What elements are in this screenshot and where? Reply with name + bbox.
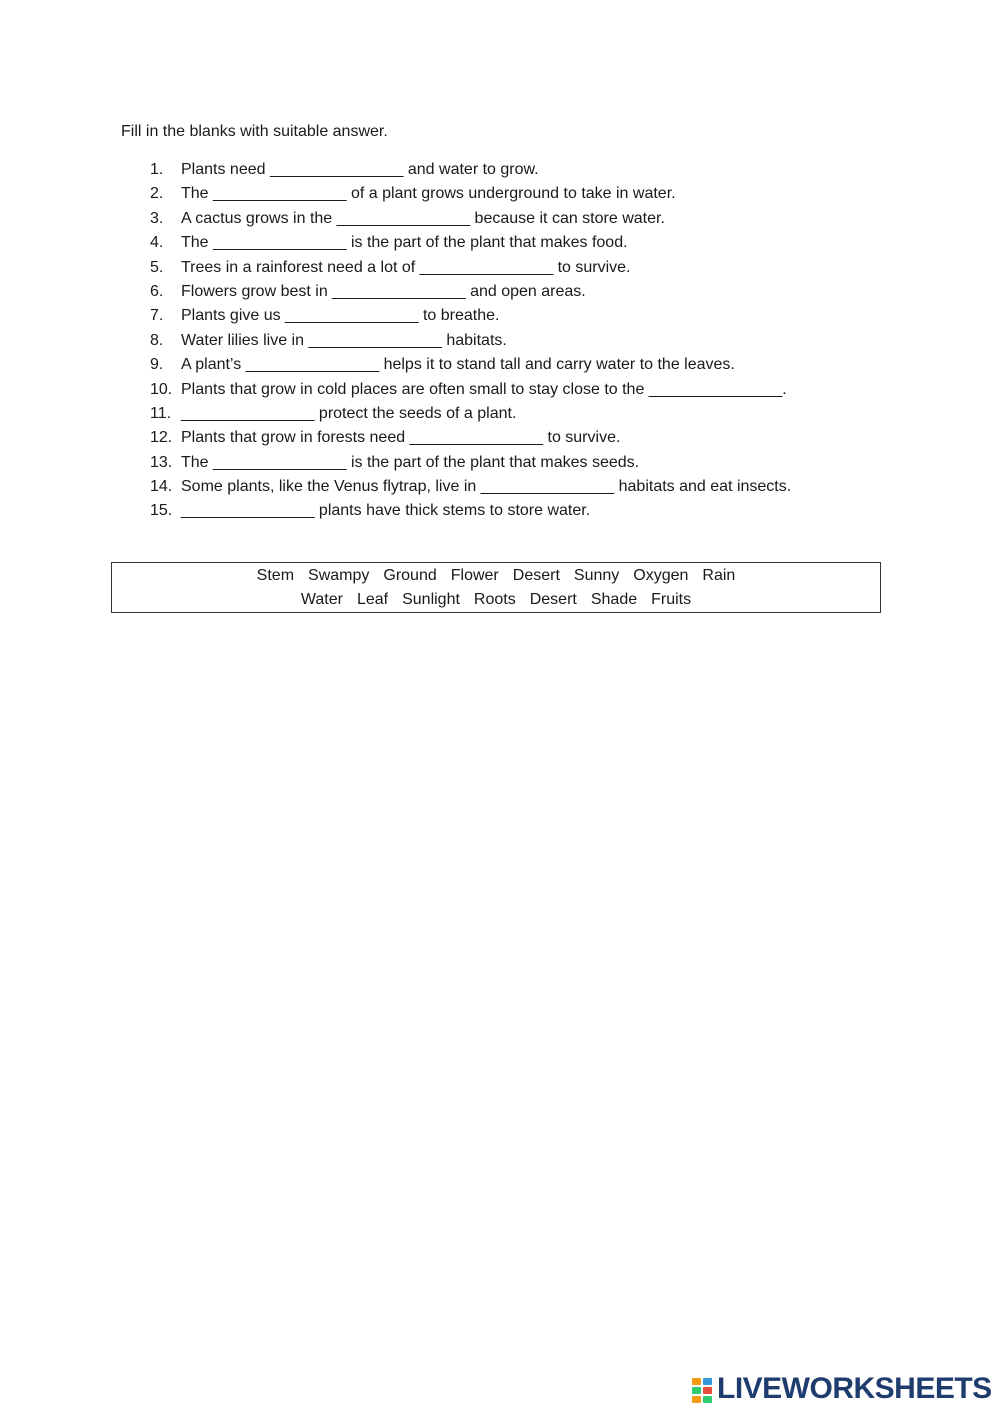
list-item [150, 404, 791, 428]
question-text: Plants give us _______________ to breathe. [181, 307, 500, 325]
word-bank-word: Water [300, 591, 343, 608]
list-item [150, 209, 791, 233]
word-bank-word: Desert [512, 567, 560, 584]
question-text: _______________ protect the seeds of a plant. [181, 404, 517, 422]
question-text: The _______________ is the part of the plant that makes food. [181, 234, 628, 252]
question-text: The _______________ of a plant grows underground to take in water. [181, 185, 676, 203]
word-bank-word: Sunlight [402, 591, 460, 608]
question-number: 5. [150, 258, 164, 276]
list-item [150, 282, 791, 306]
question-number: 4. [150, 234, 164, 252]
word-bank-word: Leaf [356, 591, 389, 608]
list-item [150, 355, 791, 379]
question-text: Water lilies live in _______________ habitats. [181, 331, 507, 349]
word-bank-word: Sunny [573, 567, 620, 584]
question-number: 6. [150, 282, 164, 300]
word-bank-word: Rain [702, 567, 736, 584]
question-text: The _______________ is the part of the plant that makes seeds. [181, 453, 640, 471]
list-item [150, 453, 791, 477]
question-text: Plants that grow in cold places are often small to stay close to the _______________. [181, 380, 787, 398]
question-number: 7. [150, 307, 164, 325]
liveworksheets-logo [692, 1374, 992, 1404]
question-list [150, 160, 791, 526]
word-bank-word: Desert [529, 591, 577, 608]
word-bank-word: Flower [450, 567, 499, 584]
question-number: 14. [150, 478, 173, 496]
question-number: 10. [150, 380, 173, 398]
list-item [150, 160, 791, 184]
question-number: 3. [150, 209, 164, 227]
question-text: Some plants, like the Venus flytrap, live in _______________ habitats and eat insects. [181, 478, 792, 496]
question-text: _______________ plants have thick stems to store water. [181, 502, 591, 520]
list-item [150, 428, 791, 452]
word-bank-word: Swampy [308, 567, 370, 584]
question-number: 1. [150, 161, 164, 178]
question-number: 2. [150, 185, 164, 203]
word-bank-word: Fruits [651, 591, 692, 608]
word-bank-word: Roots [473, 591, 516, 608]
question-text: Trees in a rainforest need a lot of _______________ to survive. [181, 258, 631, 276]
list-item [150, 380, 791, 404]
list-item [150, 501, 791, 525]
question-number: 9. [150, 356, 164, 374]
list-item [150, 306, 791, 330]
question-text: Plants need _______________ and water to grow. [181, 161, 539, 178]
list-item [150, 477, 791, 501]
list-item [150, 258, 791, 282]
word-bank-row-1 [112, 564, 880, 588]
list-item [150, 331, 791, 355]
word-bank-word: Shade [590, 591, 638, 608]
liveworksheets-logo-icon [692, 1376, 714, 1402]
question-number: 12. [150, 429, 173, 447]
word-bank-box [111, 562, 881, 613]
word-bank-word: Ground [383, 567, 437, 584]
question-text: A plant’s _______________ helps it to stand tall and carry water to the leaves. [181, 356, 735, 374]
liveworksheets-logo-text: LIVEWORKSHEETS [717, 1372, 992, 1405]
question-number: 11. [150, 404, 172, 422]
question-number: 13. [150, 453, 173, 471]
question-text: Flowers grow best in _______________ and open areas. [181, 282, 586, 300]
question-number: 8. [150, 331, 164, 349]
word-bank-row-2 [112, 588, 880, 612]
list-item [150, 184, 791, 208]
word-bank-word: Stem [256, 567, 295, 584]
question-text: A cactus grows in the _______________ because it can store water. [181, 209, 665, 227]
question-text: Plants that grow in forests need _______________ to survive. [181, 429, 621, 447]
instruction-text: Fill in the blanks with suitable answer. [121, 123, 388, 140]
list-item [150, 233, 791, 257]
word-bank-word: Oxygen [633, 567, 689, 584]
question-number: 15. [150, 502, 173, 520]
